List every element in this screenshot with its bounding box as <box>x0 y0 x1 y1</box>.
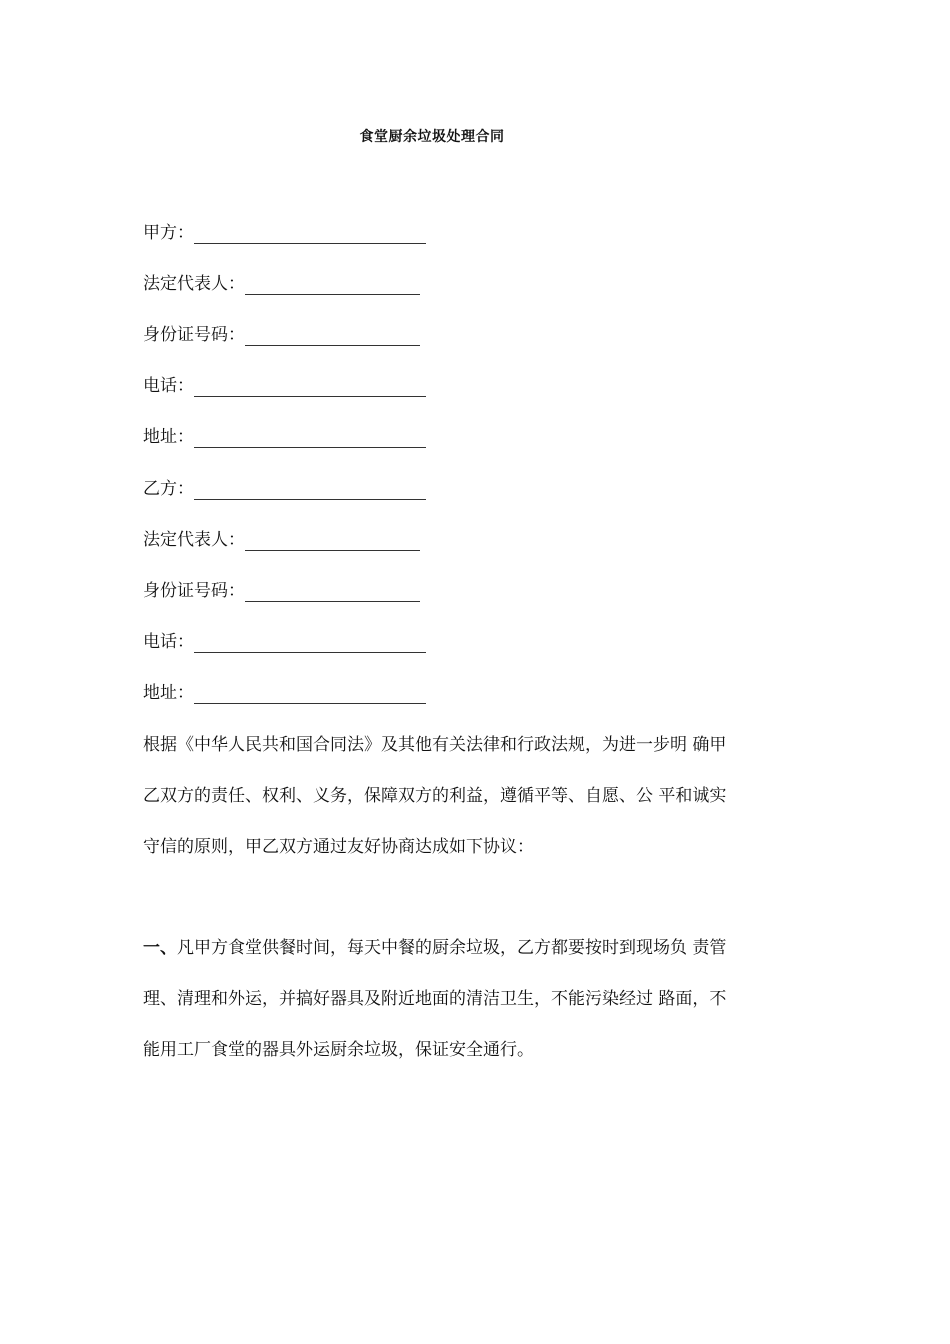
clause-1-line: 能用工厂食堂的器具外运厨余垃圾，保证安全通行。 <box>143 1040 534 1060</box>
party-b-address-blank[interactable] <box>194 685 426 704</box>
preamble-paragraph <box>143 720 808 873</box>
party-b-name-label: 乙方： <box>143 479 194 499</box>
preamble-line: 守信的原则，甲乙双方通过友好协商达成如下协议： <box>143 837 534 857</box>
preamble-line: 乙双方的责任、权利、义务，保障双方的利益，遵循平等、自愿、公 平和诚实 <box>143 786 727 806</box>
party-a-phone-label: 电话： <box>143 376 194 396</box>
party-a-phone-field[interactable] <box>143 375 426 397</box>
party-b-id-label: 身份证号码： <box>143 581 245 601</box>
party-b-address-label: 地址： <box>143 683 194 703</box>
party-b-phone-field[interactable] <box>143 631 426 653</box>
party-b-name-field[interactable] <box>143 478 426 500</box>
party-b-phone-label: 电话： <box>143 632 194 652</box>
party-b-address-field[interactable] <box>143 682 426 704</box>
party-a-rep-field[interactable] <box>143 273 420 295</box>
party-a-id-field[interactable] <box>143 324 420 346</box>
party-a-id-blank[interactable] <box>245 327 420 346</box>
party-a-rep-blank[interactable] <box>245 276 420 295</box>
party-b-phone-blank[interactable] <box>194 634 426 653</box>
clause-1-line: 理、清理和外运，并搞好器具及附近地面的清洁卫生，不能污染经过 路面，不 <box>143 989 727 1009</box>
party-b-name-blank[interactable] <box>194 481 426 500</box>
document-title: 食堂厨余垃圾处理合同 <box>359 129 505 145</box>
party-a-name-field[interactable] <box>143 222 426 244</box>
party-b-rep-label: 法定代表人： <box>143 530 245 550</box>
party-a-address-label: 地址： <box>143 427 194 447</box>
preamble-line: 根据《中华人民共和国合同法》及其他有关法律和行政法规，为进一步明 确甲 <box>143 735 727 755</box>
clause-1-line <box>143 923 808 974</box>
party-b-id-blank[interactable] <box>245 583 420 602</box>
clause-1-line-text: 凡甲方食堂供餐时间，每天中餐的厨余垃圾，乙方都要按时到现场负 责管 <box>177 938 727 958</box>
party-b-id-field[interactable] <box>143 580 420 602</box>
party-a-address-blank[interactable] <box>194 429 426 448</box>
party-a-id-label: 身份证号码： <box>143 325 245 345</box>
party-a-name-label: 甲方： <box>143 223 194 243</box>
party-b-rep-blank[interactable] <box>245 532 420 551</box>
party-b-rep-field[interactable] <box>143 529 420 551</box>
clause-1-number: 一、 <box>143 938 177 958</box>
clause-1-paragraph <box>143 923 808 1076</box>
party-a-name-blank[interactable] <box>194 225 426 244</box>
party-a-phone-blank[interactable] <box>194 378 426 397</box>
party-a-rep-label: 法定代表人： <box>143 274 245 294</box>
party-a-address-field[interactable] <box>143 426 426 448</box>
